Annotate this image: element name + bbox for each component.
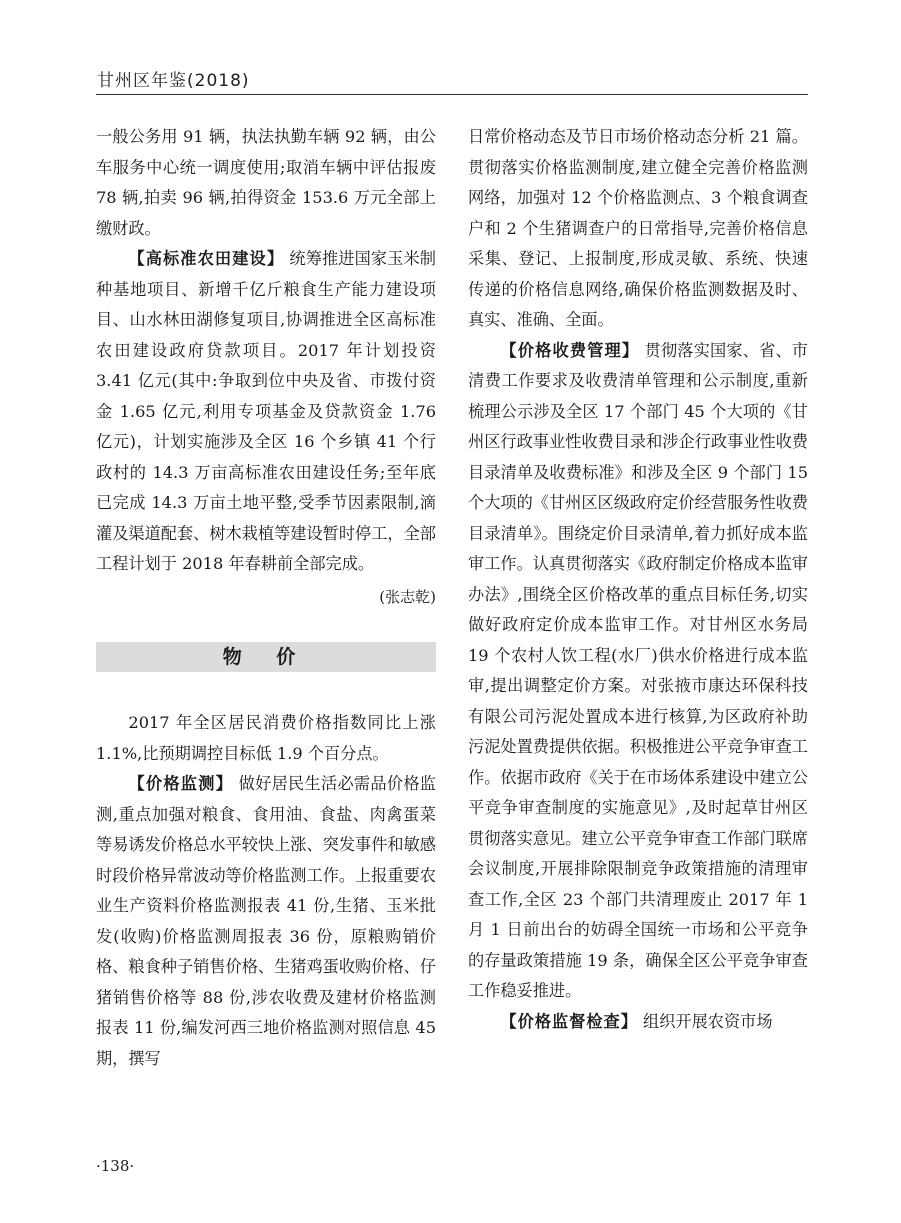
paragraph-vehicles: 一般公务用 91 辆，执法执勤车辆 92 辆，由公车服务中心统一调度使用;取消车辆中评估报废 78 辆,拍卖 96 辆,拍得资金 153.6 万元全部上缴财政。 [96,127,436,238]
section-heading-prices: 物 价 [96,642,436,672]
paragraph-monitoring [96,769,436,1074]
paragraph-fees-text: 贯彻落实国家、省、市清费工作要求及收费清单管理和公示制度,重新梳理公示涉及全区 17 个部门 45 个大项的《甘州区行政事业性收费目录和涉企行政事业性收费目录清单及收费标准》和涉及全区 9 个部门 15 个大项的《甘州区区级政府定价经营服务性收费目录清单》。围绕定价目录清单,着力抓好成本监审工作。认真贯彻落实《政府制定价格成本监审办法》,围绕全区价格改革的重点目标任务,切实做好政府定价成本监审工作。对甘州区水务局 19 个农村人饮工程(水厂)供水价格进行成本监审,提出调整定价方案。对张掖市康达环保科技有限公司污泥处置成本进行核算,为区政府补助污泥处置费提供依据。积极推进公平竞争审查工作。依据市政府《关于在市场体系建设中建立公平竞争审查制度的实施意见》,及时起草甘州区贯彻落实意见。建立公平竞争审查工作部门联席会议制度,开展排除限制竞争政策措施的清理审查工作,全区 23 个部门共清理废止 2017 年 1 月 1 日前出台的妨碍全国统一市场和公平竞争的存量政策措施 19 条，确保全区公平竞争审查工作稳妥推进。 [468,340,808,1000]
page-number: ·138· [96,1157,135,1175]
paragraph-fees [468,336,808,1007]
running-header: 甘州区年鉴(2018) [97,71,250,91]
paragraph-farmland-text: 统筹推进国家玉米制种基地项目、新增千亿斤粮食生产能力建设项目、山水林田湖修复项目,协调推进全区高标准农田建设政府贷款项目。2017 年计划投资 3.41 亿元(其中:争取到位中央及省、市拨付资金 1.65 亿元,利用专项基金及贷款资金 1.76 亿元)，计划实施涉及全区 16 个乡镇 41 个行政村的 14.3 万亩高标准农田建设任务;至年底已完成 14.3 万亩土地平整,受季节因素限制,滴灌及渠道配套、树木栽植等建设暂时停工，全部工程计划于 2018 年春耕前全部完成。 [96,249,436,573]
paragraph-inspection-text: 组织开展农资市场 [637,1011,773,1031]
paragraph-monitoring-cont: 日常价格动态及节日市场价格动态分析 21 篇。贯彻落实价格监测制度,建立健全完善价格监测网络，加强对 12 个价格监测点、3 个粮食调查户和 2 个生猪调查户的日常指导,完善价格信息采集、登记、上报制度,形成灵敏、系统、快速传递的价格信息网络,确保价格监测数据及时、真实、准确、全面。 [468,127,808,329]
author-credit: (张志乾) [379,587,436,606]
paragraph-farmland [96,244,436,580]
section-tag-farmland: 【高标准农田建设】 [128,249,285,268]
section-tag-fees: 【价格收费管理】 [500,340,640,360]
section-tag-inspection: 【价格监督检查】 [500,1011,638,1031]
right-column [468,122,808,1037]
paragraph-monitoring-text: 做好居民生活必需品价格监测,重点加强对粮食、食用油、食盐、肉禽蛋菜等易诱发价格总水平较快上涨、突发事件和敏感时段价格异常波动等价格监测工作。上报重要农业生产资料价格监测报表 41 份,生猪、玉米批发(收购)价格监测周报表 36 份，原粮购销价格、粮食种子销售价格、生猪鸡蛋收购价格、仔猪销售价格等 88 份,涉农收费及建材价格监测报表 11 份,编发河西三地价格监测对照信息 45 期，撰写 [96,774,436,1068]
paragraph-cpi: 2017 年全区居民消费价格指数同比上涨 1.1%,比预期调控目标低 1.9 个百分点。 [96,713,436,763]
section-tag-monitoring: 【价格监测】 [128,774,234,793]
left-column [96,122,436,1074]
header-rule [96,94,808,95]
paragraph-inspection [468,1007,808,1038]
